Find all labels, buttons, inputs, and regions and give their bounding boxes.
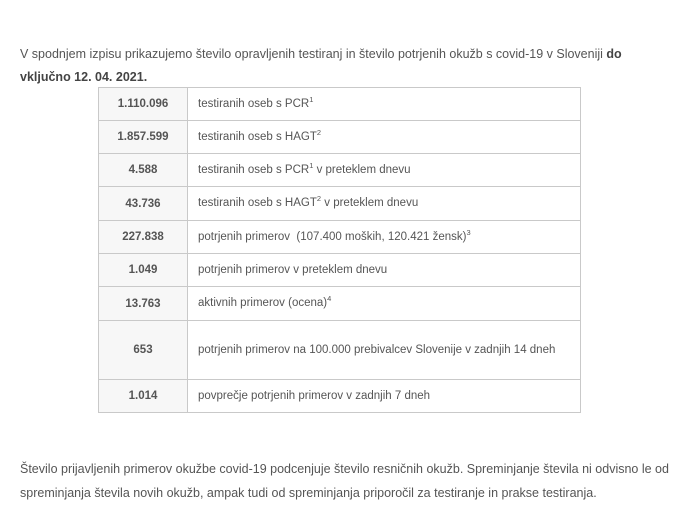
table-row: [99, 187, 581, 221]
row-description: [188, 321, 581, 380]
disclaimer-paragraph: Število prijavljenih primerov okužbe covid-19 podcenjuje število resničnih okužb. Spreminjanje števila ni odvisno le od spreminjanja števila novih okužb, ampak tudi od spreminjanja priporočil za testiranje in prakse testiranja.: [20, 461, 669, 500]
row-text: testiranih oseb s PCR: [198, 163, 310, 176]
intro-text: V spodnjem izpisu prikazujemo število opravljenih testiranj in število potrjenih okužb s covid-19 v Sloveniji: [20, 46, 607, 61]
row-value: 1.110.096: [99, 88, 188, 121]
table-row: [99, 380, 581, 413]
row-value: 1.049: [99, 254, 188, 287]
row-value: 1.857.599: [99, 121, 188, 154]
footnote-marker: 1: [309, 94, 314, 104]
footnote-marker: 2: [316, 127, 322, 137]
footnote-marker: 3: [466, 227, 471, 237]
row-text: testiranih oseb s HAGT: [198, 130, 317, 143]
row-description: [188, 254, 581, 287]
row-text: potrjenih primerov na 100.000 prebivalcev Slovenije v zadnjih 14 dneh: [198, 343, 556, 356]
table-row: [99, 321, 581, 380]
row-description: [188, 380, 581, 413]
row-text-after: v preteklem dnevu: [321, 197, 419, 209]
row-value: 4.588: [99, 154, 188, 187]
row-text: povprečje potrjenih primerov v zadnjih 7 dneh: [198, 389, 431, 402]
row-description: [188, 154, 581, 187]
row-description: [188, 121, 581, 154]
row-value: 1.014: [99, 380, 188, 413]
intro-date-bold: do vključno 12. 04. 2021.: [20, 46, 622, 84]
row-description: [188, 221, 581, 254]
table-row: [99, 154, 581, 187]
table-row: [99, 221, 581, 254]
row-text: testiranih oseb s HAGT: [198, 197, 317, 209]
row-text-after: v preteklem dnevu: [313, 163, 411, 176]
intro-paragraph: [20, 43, 670, 89]
row-value: 43.736: [99, 187, 188, 221]
table-row: [99, 88, 581, 121]
row-description: [188, 88, 581, 121]
row-value: 13.763: [99, 287, 188, 321]
footnote-marker: 1: [309, 160, 314, 170]
footnote-marker: 4: [327, 294, 332, 304]
row-text: potrjenih primerov (107.400 moških, 120.421 žensk): [198, 230, 467, 243]
row-description: [188, 187, 581, 221]
row-text: potrjenih primerov v preteklem dnevu: [198, 263, 388, 276]
row-text: aktivnih primerov (ocena): [198, 297, 328, 309]
row-value: 227.838: [99, 221, 188, 254]
statistics-table: [98, 87, 581, 413]
footnote-marker: 2: [316, 194, 322, 204]
row-value: 653: [99, 321, 188, 380]
row-description: [188, 287, 581, 321]
table-row: [99, 121, 581, 154]
table-row: [99, 254, 581, 287]
row-text: testiranih oseb s PCR: [198, 97, 310, 110]
table-row: [99, 287, 581, 321]
